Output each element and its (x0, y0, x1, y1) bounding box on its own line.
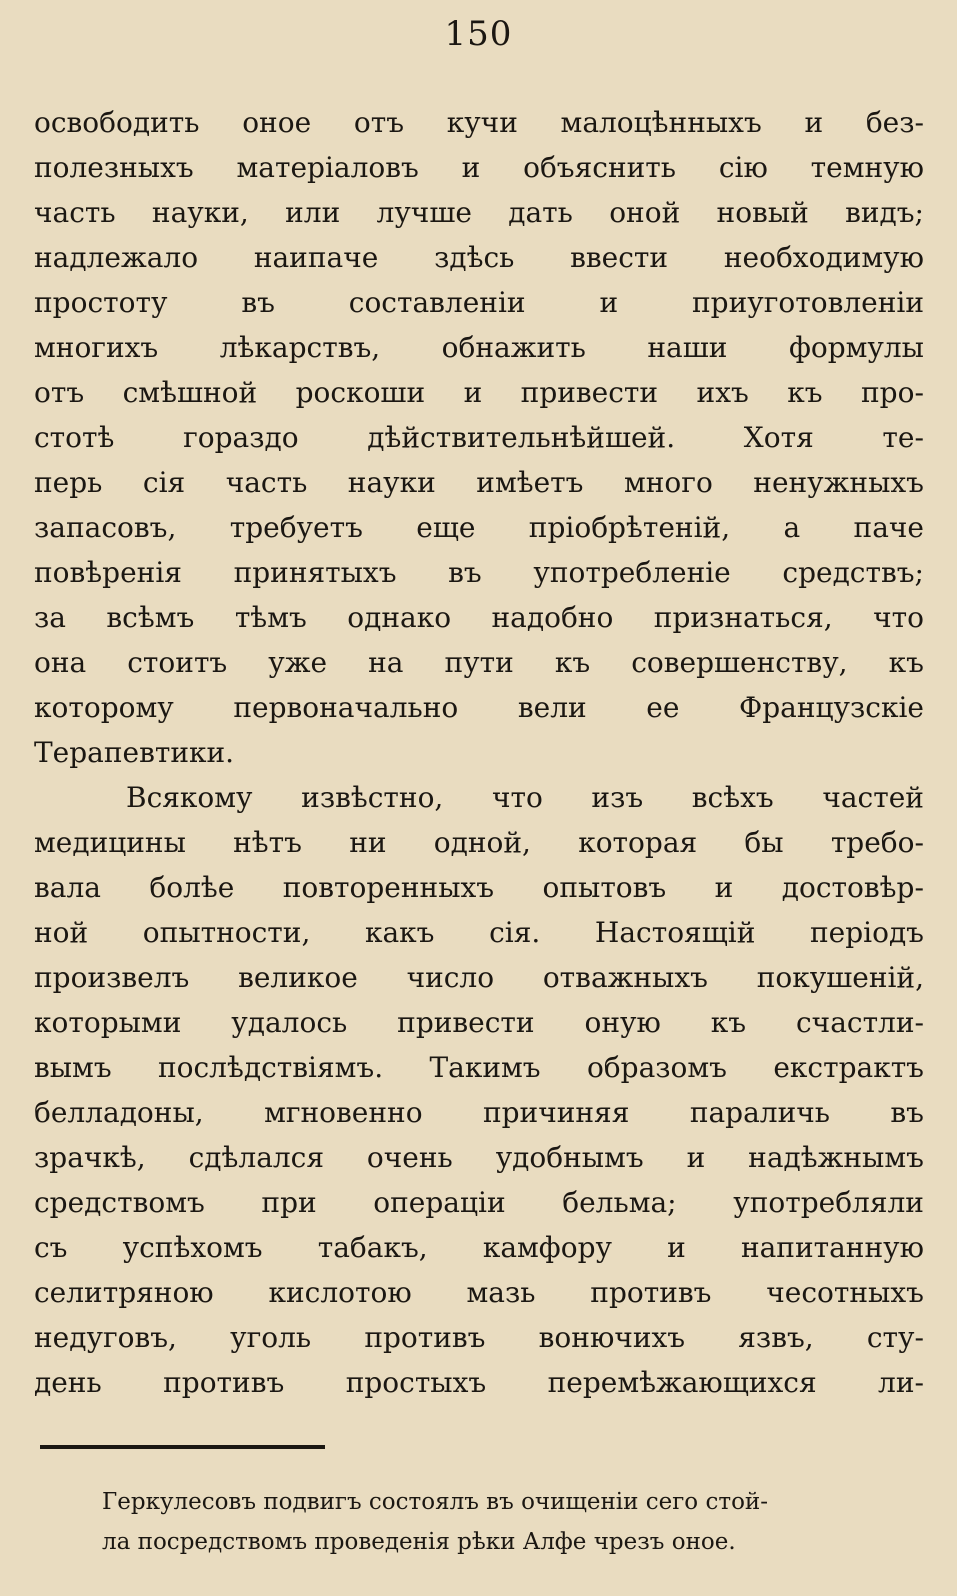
text-line: освободить оное отъ кучи малоцѣнныхъ и без- (34, 106, 924, 139)
text-line: вымъ послѣдствіямъ. Такимъ образомъ екстрактъ (34, 1051, 924, 1084)
text-line: селитряною кислотою мазь противъ чесотныхъ (34, 1276, 924, 1309)
footnote (102, 1482, 922, 1562)
text-line: средствомъ при операціи бельма; употребляли (34, 1186, 924, 1219)
text-line: которыми удалось привести оную къ счастли- (34, 1006, 924, 1039)
text-line: произвелъ великое число отважныхъ покушеній, (34, 961, 924, 994)
footnote-line: Геркулесовъ подвигъ состоялъ въ очищеніи сего стой- (102, 1489, 769, 1515)
text-line: зрачкѣ, сдѣлался очень удобнымъ и надѣжнымъ (34, 1141, 924, 1174)
text-line: повѣренія принятыхъ въ употребленіе средствъ; (34, 556, 924, 589)
text-line: белладоны, мгновенно причиняя параличь въ (34, 1096, 924, 1129)
text-line: надлежало наипаче здѣсь ввести необходимую (34, 241, 924, 274)
text-line: за всѣмъ тѣмъ однако надобно признаться, что (34, 601, 924, 634)
text-line: ной опытности, какъ сія. Настоящій періодъ (34, 916, 924, 949)
text-line: вала болѣе повторенныхъ опытовъ и достовѣр- (34, 871, 924, 904)
page-number: 150 (444, 14, 513, 54)
paragraph-start-line: Всякому извѣстно, что изъ всѣхъ частей (126, 781, 924, 814)
text-line: перь сія часть науки имѣетъ много ненужныхъ (34, 466, 924, 499)
text-line: запасовъ, требуетъ еще пріобрѣтеній, а паче (34, 511, 924, 544)
text-line: день противъ простыхъ перемѣжающихся ли- (34, 1366, 924, 1399)
text-line: часть науки, или лучше дать оной новый видъ; (34, 196, 924, 229)
text-line: недуговъ, уголь противъ вонючихъ язвъ, сту- (34, 1321, 924, 1354)
text-line: многихъ лѣкарствъ, обнажить наши формулы (34, 331, 924, 364)
body-text (34, 100, 924, 1405)
text-line: съ успѣхомъ табакъ, камфору и напитанную (34, 1231, 924, 1264)
footnote-line: ла посредствомъ проведенія рѣки Алфе чрезъ оное. (102, 1529, 736, 1555)
text-line: простоту въ составленіи и приуготовленіи (34, 286, 924, 319)
text-line: полезныхъ матеріаловъ и объяснить сію темную (34, 151, 924, 184)
text-line: отъ смѣшной роскоши и привести ихъ къ про- (34, 376, 924, 409)
text-line: стотѣ гораздо дѣйствительнѣйшей. Хотя те- (34, 421, 924, 454)
text-line: которому первоначально вели ее Французскіе (34, 691, 924, 724)
paragraph-end-line: Терапевтики. (34, 736, 235, 769)
text-line: медицины нѣтъ ни одной, которая бы требо- (34, 826, 924, 859)
text-line: она стоитъ уже на пути къ совершенству, къ (34, 646, 924, 679)
footnote-rule (40, 1445, 325, 1449)
